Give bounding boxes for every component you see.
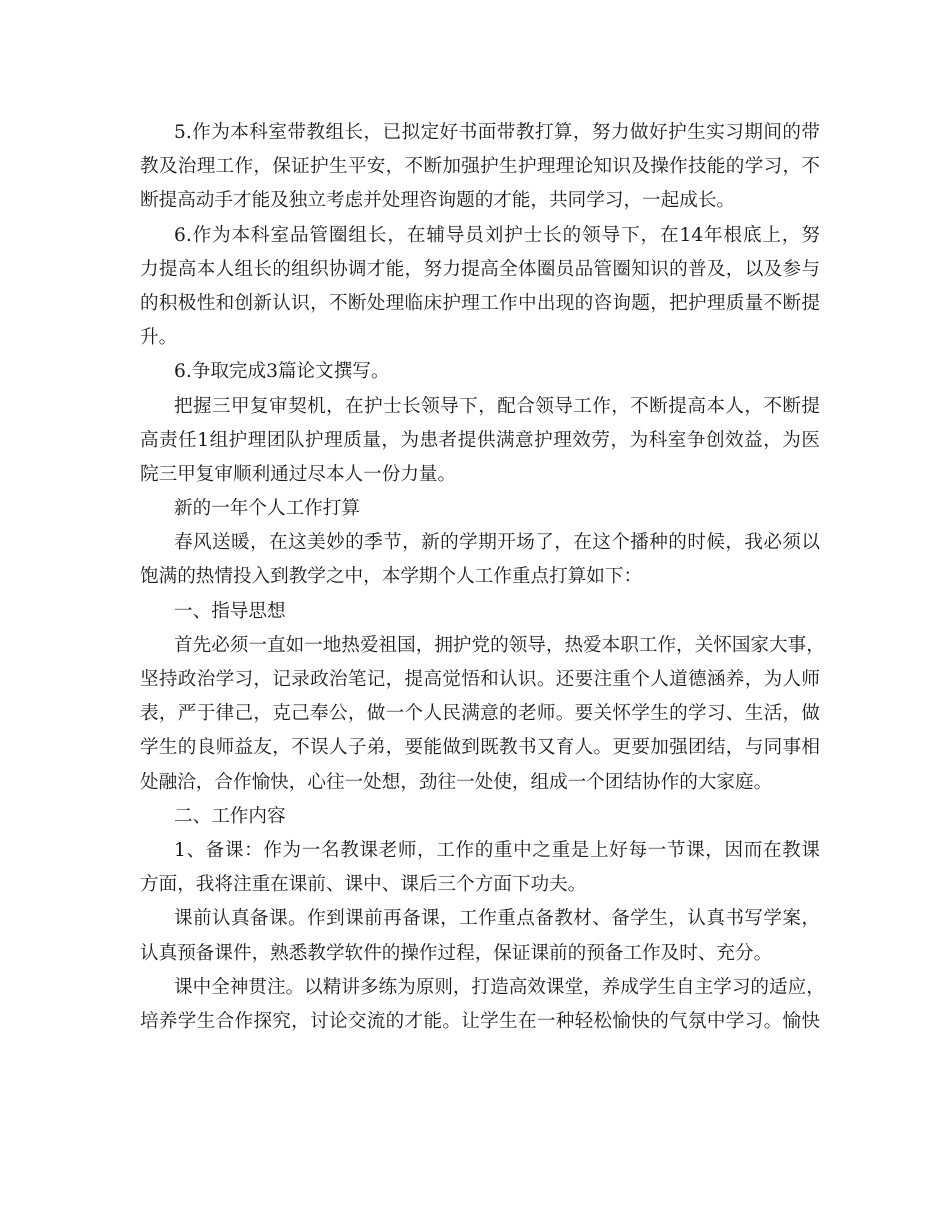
text-line: 春风送暖，在这美妙的季节，新的学期开场了，在这个播种的时候，我必须以 [174, 532, 820, 554]
text-line: 5.作为本科室带教组长，已拟定好书面带教打算，努力做好护生实习期间的带 [174, 122, 820, 143]
text-line: 院三甲复审顺利通过尽本人一份力量。 [140, 463, 457, 485]
text-line: 方面，我将注重在课前、课中、课后三个方面下功夫。 [140, 874, 587, 896]
text-line: 1、备课：作为一名教课老师，工作的重中之重是上好每一节课，因而在教课 [174, 839, 820, 861]
section-heading: 二、工作内容 [174, 805, 286, 827]
text-line: 饱满的热情投入到教学之中，本学期个人工作重点打算如下： [140, 566, 643, 588]
text-line: 断提高动手才能及独立考虑并处理咨询题的才能，共同学习，一起成长。 [140, 190, 736, 212]
text-line: 学生的良师益友，不误人子弟，要能做到既教书又育人。更要加强团结，与同事相 [140, 737, 820, 759]
text-line: 课前认真备课。作到课前再备课，工作重点备教材、备学生，认真书写学案， [174, 908, 820, 930]
document-body [140, 116, 825, 1039]
text-line: 6.作为本科室品管圈组长，在辅导员刘护士长的领导下，在14年根底上，努 [174, 224, 820, 246]
text-line: 力提高本人组长的组织协调才能，努力提高全体圈员品管圈知识的普及，以及参与 [140, 258, 820, 280]
text-line: 首先必须一直如一地热爱祖国，拥护党的领导，热爱本职工作，关怀国家大事， [174, 634, 825, 656]
text-line: 高责任1组护理团队护理质量，为患者提供满意护理效劳，为科室争创效益，为医 [140, 429, 820, 451]
text-line: 处融洽，合作愉快，心往一处想，劲往一处使，组成一个团结协作的大家庭。 [140, 771, 773, 793]
text-line: 的积极性和创新认识，不断处理临床护理工作中出现的咨询题，把护理质量不断提 [140, 292, 820, 314]
text-line: 培养学生合作探究，讨论交流的才能。让学生在一种轻松愉快的气氛中学习。愉快 [140, 1010, 820, 1032]
text-line: 课中全神贯注。以精讲多练为原则，打造高效课堂，养成学生自主学习的适应， [174, 976, 825, 998]
text-line: 坚持政治学习，记录政治笔记，提高觉悟和认识。还要注重个人道德涵养，为人师 [140, 669, 820, 690]
section-heading: 新的一年个人工作打算 [174, 498, 360, 520]
section-heading: 一、指导思想 [174, 600, 286, 622]
text-line: 认真预备课件，熟悉教学软件的操作过程，保证课前的预备工作及时、充分。 [140, 942, 773, 964]
text-line: 把握三甲复审契机，在护士长领导下，配合领导工作，不断提高本人，不断提 [174, 395, 820, 417]
text-line: 升。 [140, 327, 178, 349]
text-line: 教及治理工作，保证护生平安，不断加强护生护理理论知识及操作技能的学习，不 [140, 156, 820, 178]
text-line: 6.争取完成3篇论文撰写。 [174, 361, 390, 383]
text-line: 表，严于律己，克己奉公，做一个人民满意的老师。要关怀学生的学习、生活，做 [140, 703, 820, 725]
